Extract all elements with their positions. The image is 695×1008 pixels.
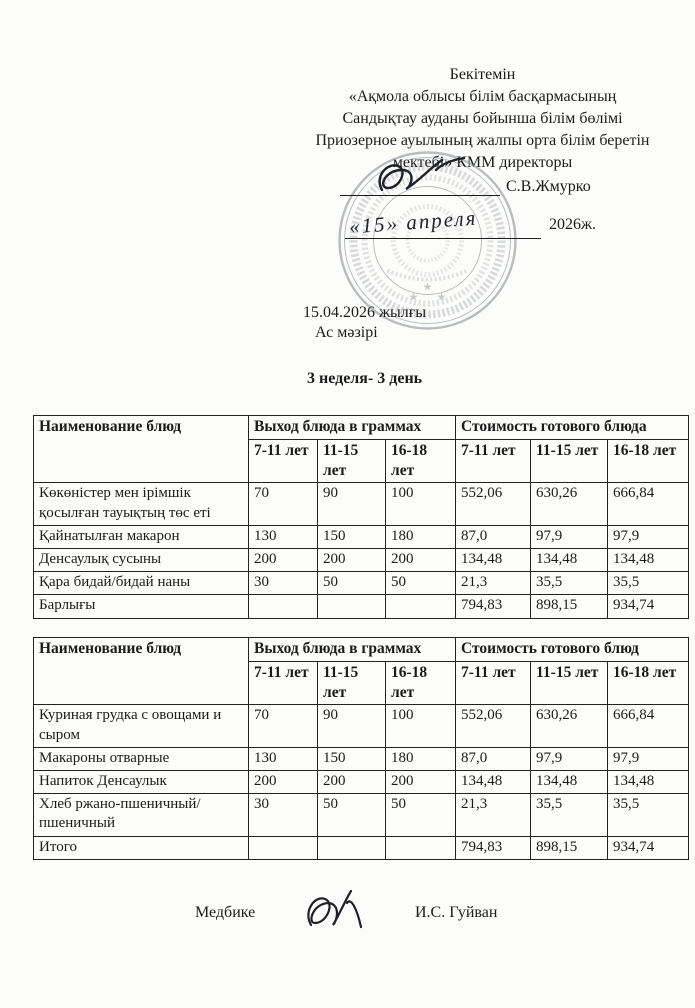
value-cell: 35,5	[531, 572, 608, 595]
age-group-header: 16-18 лет	[386, 439, 456, 483]
dish-name-cell: Итого	[34, 836, 249, 859]
value-cell: 70	[249, 483, 318, 525]
column-header-weight: Выход блюда в граммах	[249, 416, 456, 440]
value-cell: 70	[249, 705, 318, 747]
value-cell: 200	[386, 549, 456, 572]
value-cell: 134,48	[608, 771, 689, 794]
table-row	[34, 572, 689, 595]
svg-text:★: ★	[436, 291, 447, 304]
value-cell: 934,74	[608, 595, 689, 618]
value-cell: 90	[318, 483, 386, 525]
age-group-header: 16-18 лет	[386, 661, 456, 705]
age-group-header: 11-15 лет	[531, 439, 608, 483]
column-header-cost: Стоимость готового блюда	[456, 416, 689, 440]
svg-text:★: ★	[422, 281, 433, 294]
approval-line-1: Бекітемін	[449, 66, 516, 83]
value-cell: 100	[386, 483, 456, 525]
value-cell	[318, 836, 386, 859]
value-cell: 30	[249, 572, 318, 595]
value-cell: 134,48	[531, 771, 608, 794]
column-header-cost: Стоимость готового блюд	[456, 638, 689, 662]
value-cell: 50	[386, 794, 456, 836]
age-group-header: 7-11 лет	[249, 661, 318, 705]
dish-name-cell: Куриная грудка с овощами и сыром	[34, 705, 249, 747]
value-cell: 666,84	[608, 483, 689, 525]
value-cell	[318, 595, 386, 618]
table-row	[34, 483, 689, 525]
value-cell: 200	[249, 549, 318, 572]
value-cell	[386, 836, 456, 859]
value-cell: 35,5	[531, 794, 608, 836]
nurse-name: И.С. Гуйван	[415, 904, 498, 921]
value-cell: 21,3	[456, 572, 531, 595]
menu-table-body	[34, 705, 689, 859]
approval-block	[275, 64, 690, 174]
menu-table-russian	[33, 637, 689, 860]
value-cell: 50	[318, 794, 386, 836]
date-line	[345, 238, 541, 239]
week-day-heading: 3 неделя- 3 день	[307, 370, 423, 387]
value-cell: 180	[386, 747, 456, 770]
value-cell: 134,48	[608, 549, 689, 572]
value-cell: 200	[249, 771, 318, 794]
value-cell: 934,74	[608, 836, 689, 859]
value-cell: 130	[249, 525, 318, 548]
table-row	[34, 525, 689, 548]
footer-signature-row	[195, 893, 525, 939]
value-cell: 200	[318, 549, 386, 572]
menu-title: Ас мәзірі	[315, 324, 378, 341]
approval-date-row	[345, 205, 615, 248]
value-cell: 100	[386, 705, 456, 747]
menu-table-body	[34, 483, 689, 618]
value-cell: 97,9	[531, 747, 608, 770]
value-cell: 180	[386, 525, 456, 548]
nurse-signature-icon	[303, 887, 365, 935]
dish-name-cell: Көкөністер мен ірімшік қосылған тауықтың төс еті	[34, 483, 249, 525]
value-cell: 134,48	[456, 771, 531, 794]
table-row	[34, 836, 689, 859]
handwritten-date: «15» апреля	[348, 205, 479, 239]
value-cell: 630,26	[531, 705, 608, 747]
director-signature-icon	[372, 156, 467, 198]
value-cell: 97,9	[608, 747, 689, 770]
dish-name-cell: Қара бидай/бидай наны	[34, 572, 249, 595]
table-row	[34, 794, 689, 836]
column-header-weight: Выход блюда в граммах	[249, 638, 456, 662]
age-group-header: 11-15 лет	[318, 439, 386, 483]
value-cell: 898,15	[531, 595, 608, 618]
age-group-header: 7-11 лет	[249, 439, 318, 483]
value-cell: 21,3	[456, 794, 531, 836]
value-cell: 794,83	[456, 836, 531, 859]
age-group-header: 11-15 лет	[318, 661, 386, 705]
director-name: С.В.Жмурко	[506, 178, 591, 195]
value-cell: 50	[386, 572, 456, 595]
value-cell: 130	[249, 747, 318, 770]
svg-text:★: ★	[408, 291, 419, 304]
table-row	[34, 595, 689, 618]
menu-date: 15.04.2026 жылғы	[303, 304, 427, 321]
value-cell: 97,9	[531, 525, 608, 548]
approval-line-3: Сандықтау ауданы бойынша білім бөлімі	[342, 110, 623, 127]
nurse-role-label: Медбике	[195, 904, 256, 921]
table-row	[34, 705, 689, 747]
dish-name-cell: Макароны отварные	[34, 747, 249, 770]
approval-line-5: мектебі» КММ директоры	[392, 154, 573, 171]
value-cell	[386, 595, 456, 618]
value-cell: 200	[318, 771, 386, 794]
value-cell: 90	[318, 705, 386, 747]
value-cell: 30	[249, 794, 318, 836]
value-cell: 898,15	[531, 836, 608, 859]
value-cell: 150	[318, 747, 386, 770]
value-cell: 87,0	[456, 747, 531, 770]
value-cell: 87,0	[456, 525, 531, 548]
value-cell: 630,26	[531, 483, 608, 525]
value-cell: 35,5	[608, 572, 689, 595]
value-cell: 97,9	[608, 525, 689, 548]
dish-name-cell: Напиток Денсаулык	[34, 771, 249, 794]
age-group-header: 11-15 лет	[531, 661, 608, 705]
column-header-dish: Наименование блюд	[34, 416, 249, 483]
dish-name-cell: Барлығы	[34, 595, 249, 618]
age-group-header: 7-11 лет	[456, 661, 531, 705]
table-row	[34, 771, 689, 794]
dish-name-cell: Хлеб ржано-пшеничный/пшеничный	[34, 794, 249, 836]
menu-table-kazakh	[33, 415, 689, 619]
value-cell: 552,06	[456, 483, 531, 525]
value-cell: 552,06	[456, 705, 531, 747]
value-cell	[249, 836, 318, 859]
value-cell: 50	[318, 572, 386, 595]
value-cell: 134,48	[456, 549, 531, 572]
value-cell: 35,5	[608, 794, 689, 836]
value-cell: 794,83	[456, 595, 531, 618]
value-cell: 666,84	[608, 705, 689, 747]
age-group-header: 16-18 лет	[608, 661, 689, 705]
column-header-dish: Наименование блюд	[34, 638, 249, 705]
age-group-header: 16-18 лет	[608, 439, 689, 483]
age-group-header: 7-11 лет	[456, 439, 531, 483]
value-cell: 134,48	[531, 549, 608, 572]
dish-name-cell: Қайнатылған макарон	[34, 525, 249, 548]
approval-line-2: «Ақмола облысы білім басқармасының	[348, 88, 617, 105]
table-row	[34, 747, 689, 770]
table-row	[34, 549, 689, 572]
approval-year: 2026ж.	[549, 216, 597, 233]
value-cell: 150	[318, 525, 386, 548]
value-cell: 200	[386, 771, 456, 794]
value-cell	[249, 595, 318, 618]
approval-line-4: Приозерное ауылының жалпы орта білім беретін	[315, 132, 650, 149]
dish-name-cell: Денсаулық сусыны	[34, 549, 249, 572]
